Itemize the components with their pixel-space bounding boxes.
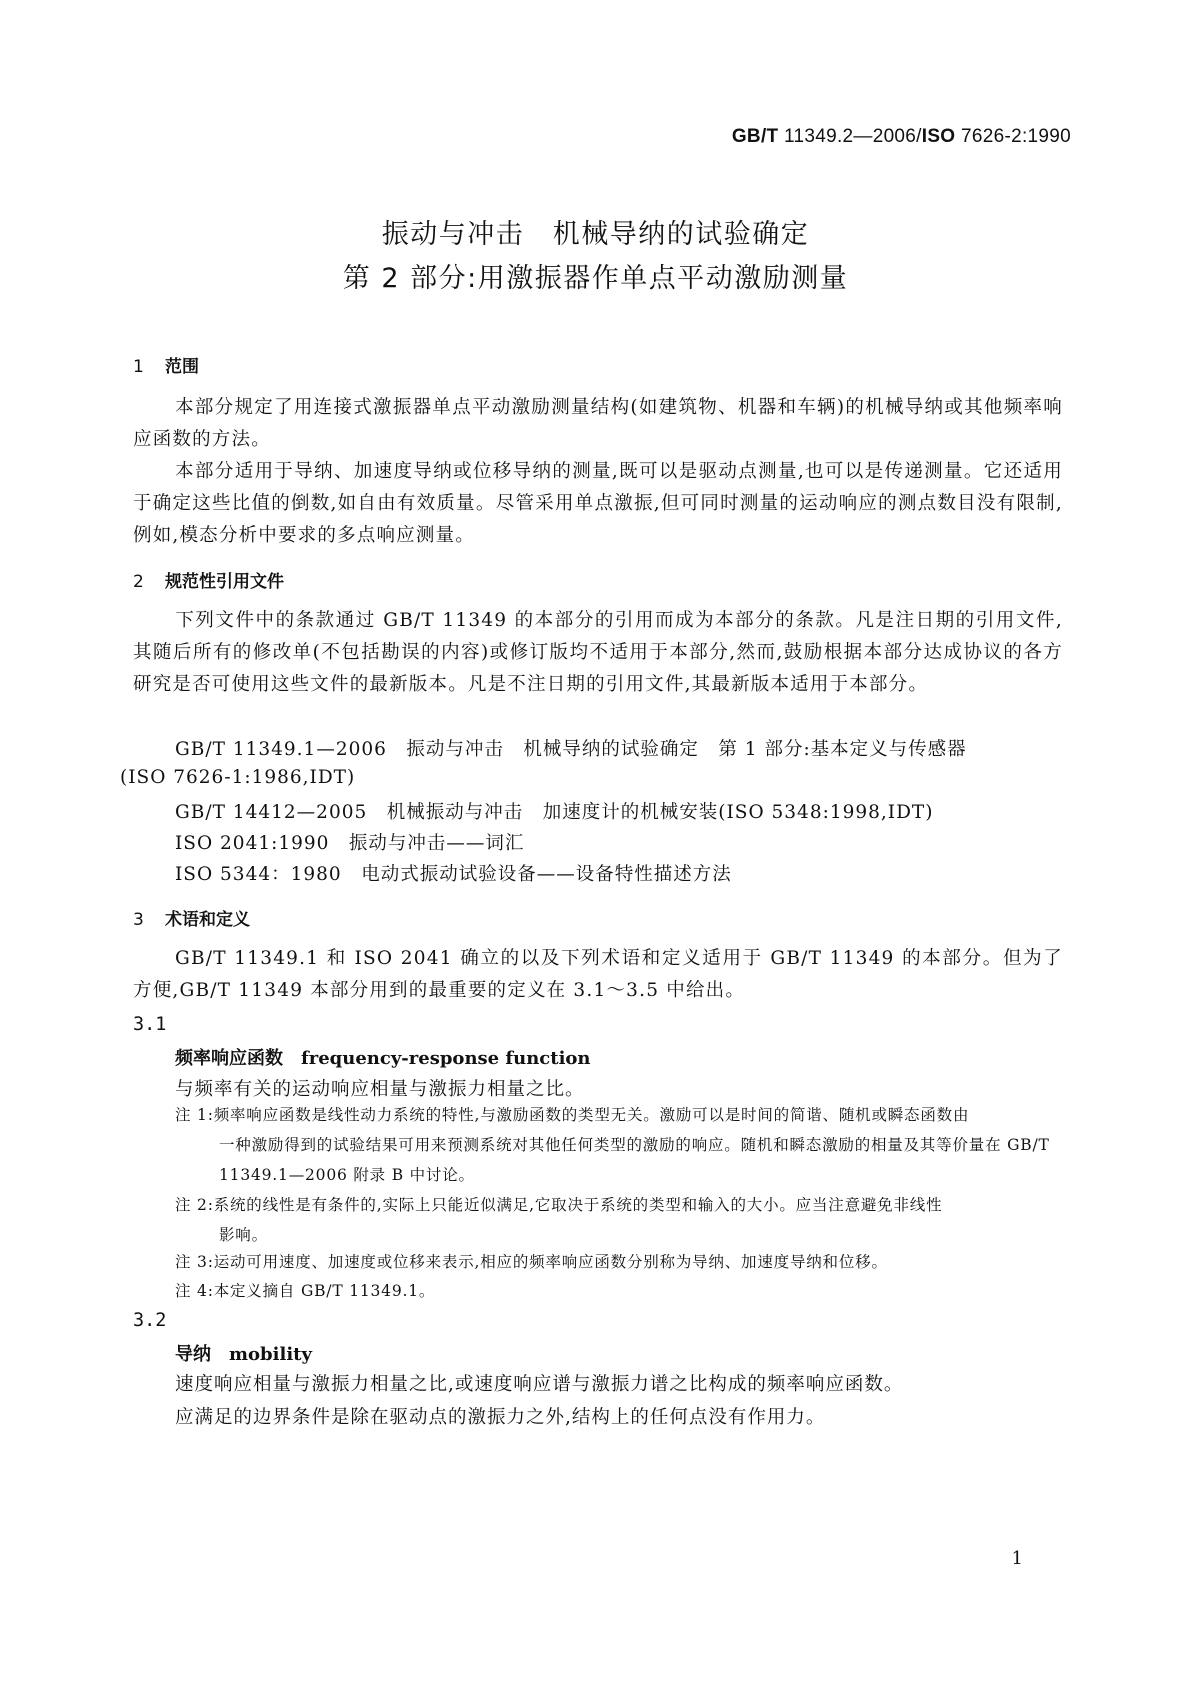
note-2: 注 2:系统的线性是有条件的,实际上只能近似满足,它取决于系统的类型和输入的大小。应当注意避免非线性 影响。 [175,1196,943,1244]
note-4: 注 4:本定义摘自 GB/T 11349.1。 [175,1282,436,1300]
clause-3-2-number: 3.2 [133,1310,167,1331]
section-1-paragraph-1: 本部分规定了用连接式激振器单点平动激励测量结构(如建筑物、机器和车辆)的机械导纳或其他频率响应函数的方法。 [133,397,1063,450]
title-line-1: 振动与冲击 机械导纳的试验确定 [381,219,810,250]
note-1: 注 1:频率响应函数是线性动力系统的特性,与激励函数的类型无关。激励可以是时间的简谐、随机或瞬态函数由 一种激励得到的试验结果可用来预测系统对其他任何类型的激励的响应。随机和瞬态激励的相量及其等价量在 GB/T 11349.1—2006 附录 B 中讨论。 [175,1106,1050,1184]
reference-4: ISO 5344：1980 电动式振动试验设备——设备特性描述方法 [175,864,732,885]
clause-3-2-term: 导纳 mobility [175,1344,312,1365]
reference-1-continued: (ISO 7626-1:1986,IDT) [120,767,356,788]
section-2-heading: 2 规范性引用文件 [133,572,284,592]
section-3-paragraph-1: GB/T 11349.1 和 ISO 2041 确立的以及下列术语和定义适用于 GB/T 11349 的本部分。但为了方便,GB/T 11349 本部分用到的最重要的定义在 3.1～3.5 中给出。 [133,948,1063,1001]
title-line-2: 第 2 部分:用激振器作单点平动激励测量 [342,263,849,294]
section-3-heading: 3 术语和定义 [133,910,250,930]
section-2-paragraph-1: 下列文件中的条款通过 GB/T 11349 的本部分的引用而成为本部分的条款。凡是注日期的引用文件,其随后所有的修改单(不包括勘误的内容)或修订版均不适用于本部分,然而,鼓励根据本部分达成协议的各方研究是否可使用这些文件的最新版本。凡是不注日期的引用文件,其最新版本适用于本部分。 [133,610,1063,695]
clause-3-1-definition: 与频率有关的运动响应相量与激振力相量之比。 [175,1079,585,1100]
section-1-paragraph-2: 本部分适用于导纳、加速度导纳或位移导纳的测量,既可以是驱动点测量,也可以是传递测量。它还适用于确定这些比值的倒数,如自由有效质量。尽管采用单点激振,但可同时测量的运动响应的测点数目没有限制,例如,模态分析中要求的多点响应测量。 [133,461,1063,546]
reference-2: GB/T 14412—2005 机械振动与冲击 加速度计的机械安装(ISO 5348:1998,IDT) [175,802,934,823]
clause-3-2-definition-2: 应满足的边界条件是除在驱动点的激振力之外,结构上的任何点没有作用力。 [175,1407,826,1428]
standard-number: GB/T 11349.2—2006/ISO 7626-2:1990 [731,126,1071,147]
clause-3-1-term: 频率响应函数 frequency-response function [175,1048,591,1069]
note-3: 注 3:运动可用速度、加速度或位移来表示,相应的频率响应函数分别称为导纳、加速度导纳和位移。 [175,1253,888,1271]
page-number: 1 [1011,1548,1023,1569]
section-1-heading: 1 范围 [133,357,199,377]
reference-3: ISO 2041:1990 振动与冲击——词汇 [175,833,525,854]
clause-3-1-number: 3.1 [133,1014,167,1035]
clause-3-2-definition-1: 速度响应相量与激振力相量之比,或速度响应谱与激振力谱之比构成的频率响应函数。 [175,1374,904,1395]
reference-1: GB/T 11349.1—2006 振动与冲击 机械导纳的试验确定 第 1 部分:基本定义与传感器 [175,739,967,760]
